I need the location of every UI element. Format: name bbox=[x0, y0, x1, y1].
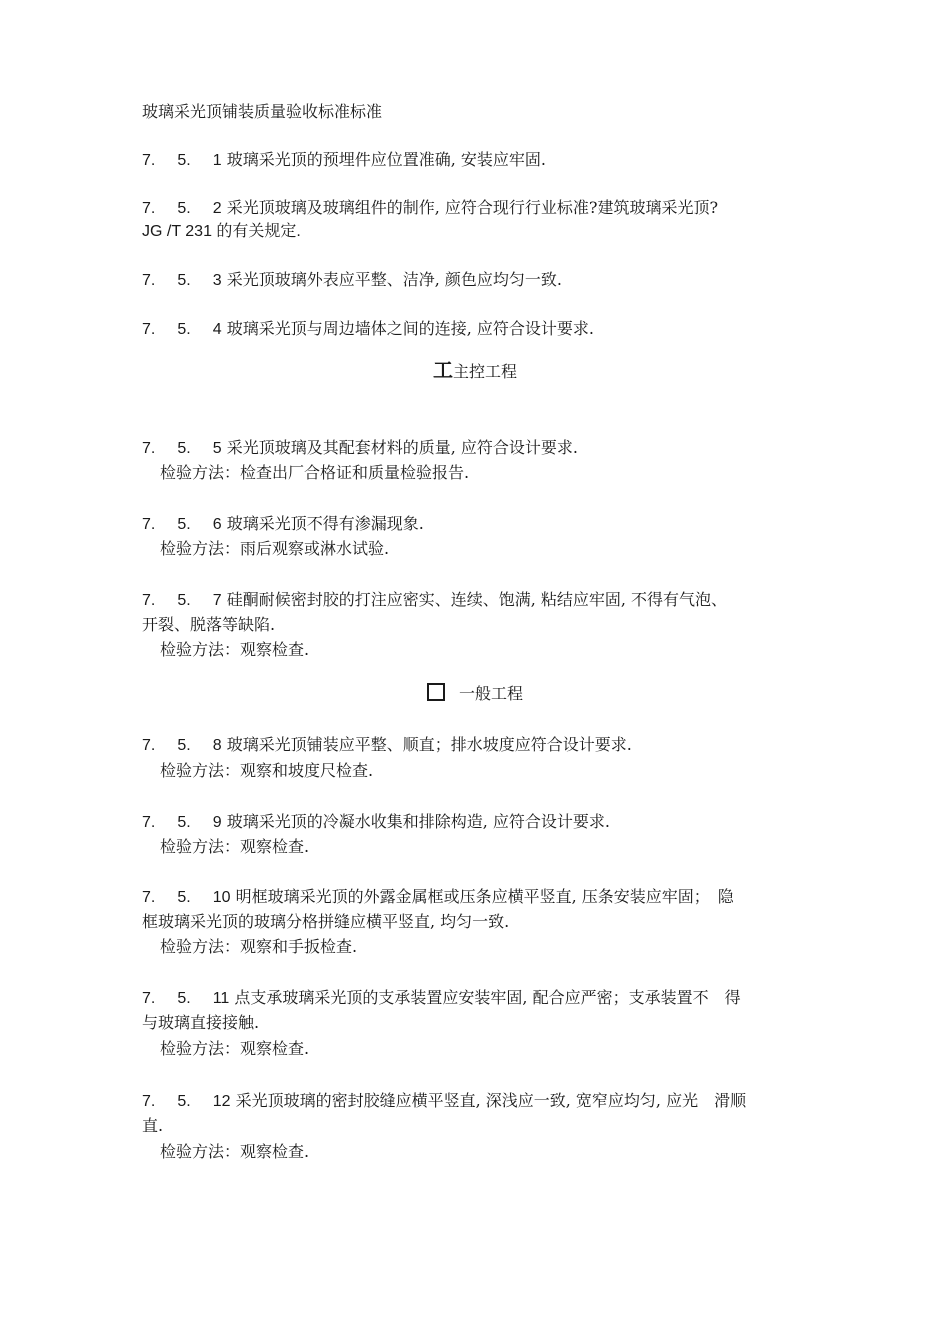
clause-num-3: 8 bbox=[212, 737, 222, 754]
inspection-method: 检验方法：雨后观察或淋水试验. bbox=[160, 539, 390, 558]
inspection-method: 检验方法：检查出厂合格证和质量检验报告. bbox=[160, 463, 470, 482]
clause-7-5-5 bbox=[142, 436, 578, 461]
inspection-method: 检验方法：观察检查. bbox=[160, 640, 310, 659]
clause-num-1: 7. bbox=[142, 440, 156, 457]
clause-text-continued: 开裂、脱落等缺陷. bbox=[142, 615, 276, 634]
clause-num-2: 5. bbox=[177, 516, 191, 533]
clause-text: 采光顶玻璃及其配套材料的质量, 应符合设计要求. bbox=[226, 438, 578, 457]
clause-num-1: 7. bbox=[142, 272, 156, 289]
inspection-method: 检验方法：观察和坡度尺检查. bbox=[160, 761, 374, 780]
clause-num-3: 9 bbox=[212, 814, 222, 831]
checkbox-square-icon bbox=[427, 683, 445, 701]
clause-text: 玻璃采光顶的预埋件应位置准确, 安装应牢固. bbox=[226, 150, 546, 169]
clause-num-3: 2 bbox=[212, 200, 222, 217]
clause-7-5-4 bbox=[142, 317, 594, 342]
clause-num-3: 5 bbox=[212, 440, 222, 457]
clause-num-2: 5. bbox=[177, 737, 191, 754]
clause-num-1: 7. bbox=[142, 990, 156, 1007]
clause-num-1: 7. bbox=[142, 737, 156, 754]
section-heading-general bbox=[0, 682, 950, 706]
clause-num-2: 5. bbox=[177, 152, 191, 169]
clause-num-1: 7. bbox=[142, 889, 156, 906]
clause-num-3: 10 bbox=[212, 889, 231, 906]
clause-num-3: 12 bbox=[212, 1093, 231, 1110]
clause-num-2: 5. bbox=[177, 440, 191, 457]
clause-num-3: 4 bbox=[212, 321, 222, 338]
clause-num-1: 7. bbox=[142, 152, 156, 169]
clause-text: 硅酮耐候密封胶的打注应密实、连续、饱满, 粘结应牢固, 不得有气泡、 bbox=[226, 590, 728, 609]
clause-num-2: 5. bbox=[177, 592, 191, 609]
clause-text-continued: 框玻璃采光顶的玻璃分格拼缝应横平竖直, 均匀一致. bbox=[142, 912, 510, 931]
clause-7-5-1 bbox=[142, 148, 546, 173]
clause-num-2: 5. bbox=[177, 814, 191, 831]
clause-7-5-3 bbox=[142, 268, 562, 293]
clause-text: 明框玻璃采光顶的外露金属框或压条应横平竖直, 压条安装应牢固； 隐 bbox=[235, 887, 734, 906]
clause-num-1: 7. bbox=[142, 321, 156, 338]
section-label: 一般工程 bbox=[458, 684, 523, 703]
clause-num-2: 5. bbox=[177, 1093, 191, 1110]
clause-7-5-9 bbox=[142, 810, 610, 835]
clause-num-1: 7. bbox=[142, 592, 156, 609]
clause-text-continued: JG /T 231 的有关规定. bbox=[142, 223, 301, 240]
clause-num-2: 5. bbox=[177, 321, 191, 338]
clause-num-3: 1 bbox=[212, 152, 222, 169]
clause-7-5-2 bbox=[142, 196, 718, 221]
clause-num-2: 5. bbox=[177, 272, 191, 289]
clause-text: 玻璃采光顶铺装应平整、顺直；排水坡度应符合设计要求. bbox=[226, 735, 632, 754]
document-title: 玻璃采光顶铺装质量验收标准标准 bbox=[142, 102, 383, 121]
clause-num-2: 5. bbox=[177, 889, 191, 906]
section-heading-main-control bbox=[0, 358, 950, 384]
clause-text-continued: 与玻璃直接接触. bbox=[142, 1013, 260, 1032]
clause-num-1: 7. bbox=[142, 200, 156, 217]
clause-7-5-8 bbox=[142, 733, 632, 758]
clause-num-2: 5. bbox=[177, 990, 191, 1007]
clause-text: 玻璃采光顶与周边墙体之间的连接, 应符合设计要求. bbox=[226, 319, 594, 338]
section-mark: 工 bbox=[432, 358, 453, 382]
clause-7-5-6 bbox=[142, 512, 424, 537]
inspection-method: 检验方法：观察检查. bbox=[160, 1039, 310, 1058]
clause-num-1: 7. bbox=[142, 516, 156, 533]
clause-text: 点支承玻璃采光顶的支承装置应安装牢固, 配合应严密；支承装置不 得 bbox=[234, 988, 741, 1007]
clause-7-5-7 bbox=[142, 588, 727, 613]
clause-7-5-12 bbox=[142, 1089, 746, 1114]
clause-num-1: 7. bbox=[142, 814, 156, 831]
clause-text: 采光顶玻璃的密封胶缝应横平竖直, 深浅应一致, 宽窄应均匀, 应光 滑顺 bbox=[235, 1091, 747, 1110]
clause-num-3: 11 bbox=[212, 990, 230, 1007]
clause-text: 采光顶玻璃及玻璃组件的制作, 应符合现行行业标准?建筑玻璃采光顶? bbox=[226, 198, 719, 217]
clause-text-continued: 直. bbox=[142, 1116, 164, 1135]
clause-7-5-11 bbox=[142, 986, 741, 1011]
clause-text: 玻璃采光顶不得有渗漏现象. bbox=[226, 514, 424, 533]
section-label: 主控工程 bbox=[452, 362, 517, 381]
clause-num-2: 5. bbox=[177, 200, 191, 217]
clause-7-5-10 bbox=[142, 885, 734, 910]
clause-text: 玻璃采光顶的冷凝水收集和排除构造, 应符合设计要求. bbox=[226, 812, 610, 831]
clause-text: 采光顶玻璃外表应平整、洁净, 颜色应均匀一致. bbox=[226, 270, 562, 289]
inspection-method: 检验方法：观察和手扳检查. bbox=[160, 937, 358, 956]
clause-num-3: 6 bbox=[212, 516, 222, 533]
inspection-method: 检验方法：观察检查. bbox=[160, 837, 310, 856]
clause-num-1: 7. bbox=[142, 1093, 156, 1110]
clause-num-3: 7 bbox=[212, 592, 222, 609]
inspection-method: 检验方法：观察检查. bbox=[160, 1142, 310, 1161]
clause-num-3: 3 bbox=[212, 272, 222, 289]
